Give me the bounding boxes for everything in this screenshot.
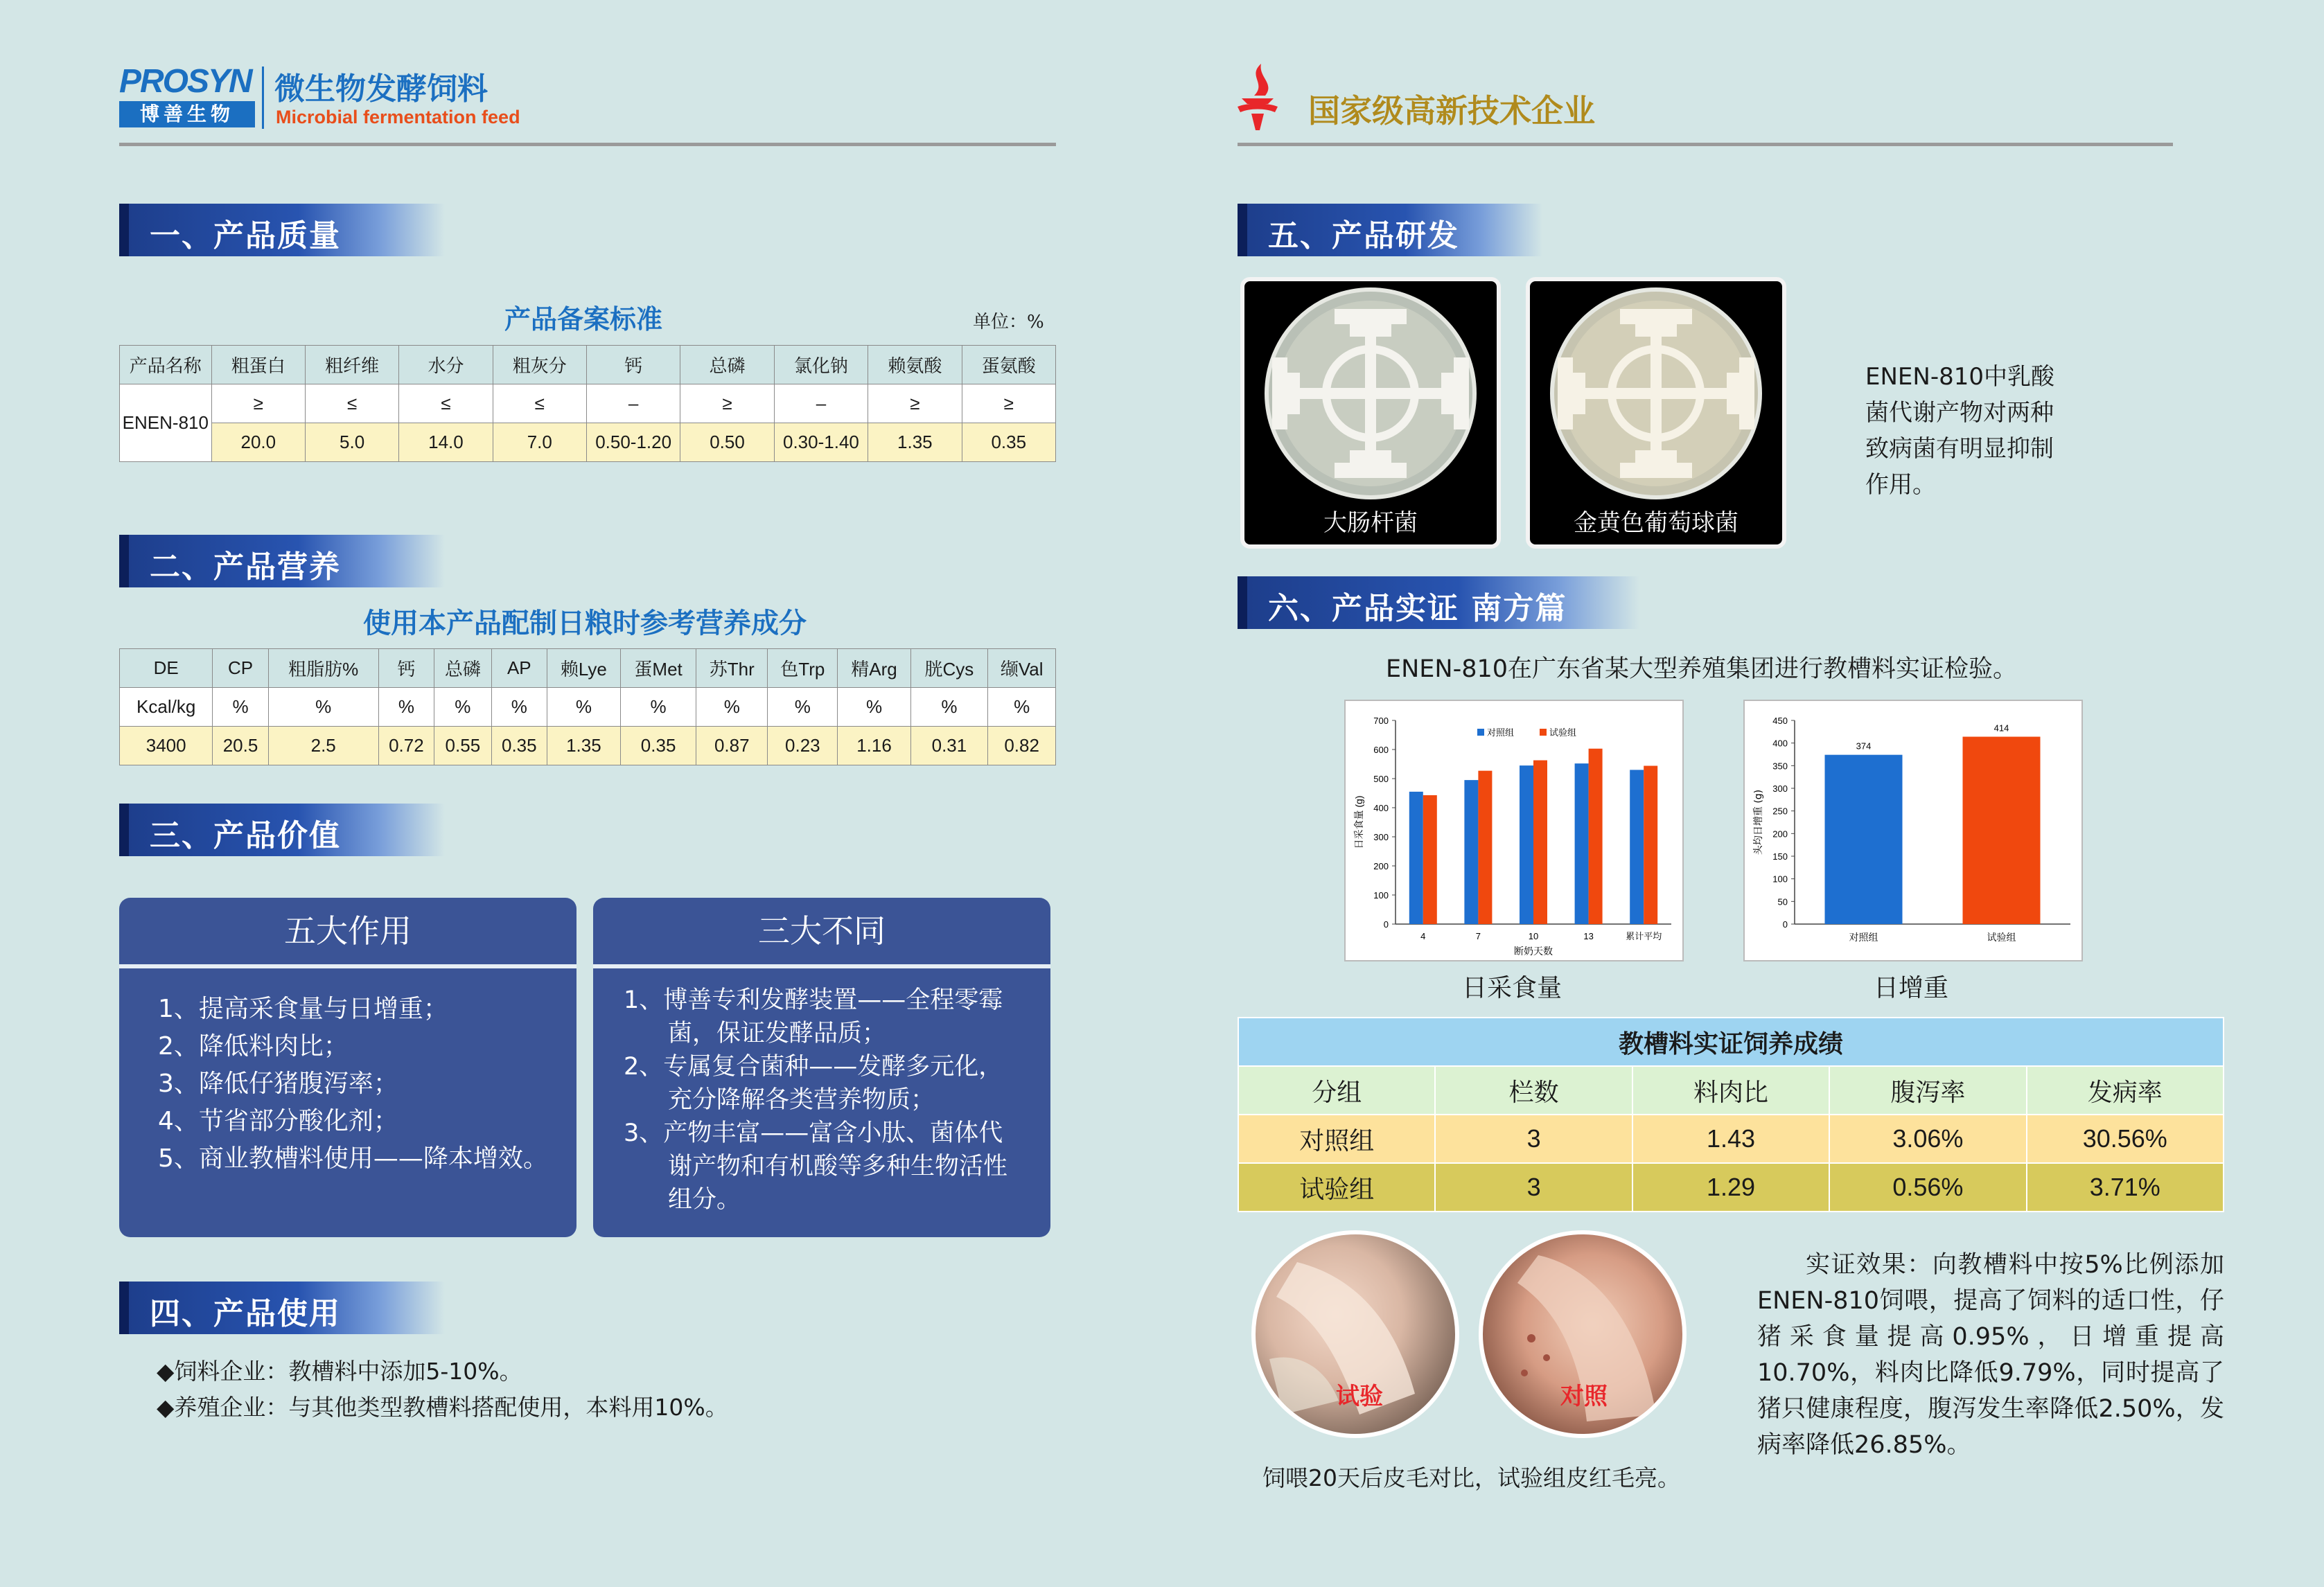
y-tick-label: 250 [1772,806,1788,817]
table2-caption: 使用本产品配制日粮时参考营养成分 [363,607,807,639]
list-item: 3、降低仔猪腹泻率； [158,1070,398,1098]
table1-header: 总磷 [680,346,774,384]
logo-cn: 博善生物 [119,101,255,127]
bar [1630,770,1644,924]
table1-header: 蛋氨酸 [962,346,1055,384]
table2-value: 0.82 [988,727,1056,765]
table3-header: 分组 [1238,1066,1435,1115]
table2-value: 3400 [120,727,213,765]
feed-intake-chart [1344,700,1684,961]
table1-header: 氯化钠 [774,346,868,384]
section-3-header [119,804,445,856]
y-tick-label: 500 [1373,774,1389,784]
brand-title-cn: 微生物发酵饲料 [274,71,488,107]
legend-swatch [1540,729,1547,736]
x-tick-label: 13 [1583,931,1594,941]
table2-unit: % [268,688,378,727]
three-differences-list [624,984,1023,1216]
table1-value: 0.50-1.20 [586,423,680,462]
table3-header-row [1238,1066,2224,1115]
photo-control-label: 对照 [1560,1383,1608,1410]
petri-label-ecoli: 大肠杆菌 [1323,509,1418,537]
usage-feed-enterprise: ◆饲料企业：教槽料中添加5-10%。 [157,1358,522,1385]
bar [1409,792,1423,924]
table2-value: 0.72 [378,727,434,765]
petri-dish-ecoli [1240,277,1501,549]
list-item: 2、专属复合菌种——发酵多元化，充分降解各类营养物质； [624,1053,1003,1114]
photo-caption: 饲喂20天后皮毛对比，试验组皮红毛亮。 [1262,1464,1680,1491]
y-tick-label: 400 [1373,803,1389,813]
table2-value: 20.5 [213,727,268,765]
table2-unit: % [491,688,547,727]
bar [1464,780,1478,924]
table3-cell: 3 [1435,1115,1632,1163]
prosyn-logo [119,64,255,127]
table2-header: 赖Lye [547,649,620,688]
logo-wordmark: PROSYN [119,63,252,100]
list-item: 1、提高采食量与日增重； [158,995,448,1023]
three-differences-title: 三大不同 [593,898,1050,968]
table2-unit: Kcal/kg [120,688,213,727]
table2-unit: % [696,688,768,727]
section-2-title: 二、产品营养 [150,549,341,585]
table3-cell: 对照组 [1238,1115,1435,1163]
table2-header: DE [120,649,213,688]
table2-header: 粗脂肪% [268,649,378,688]
table2-value: 0.87 [696,727,768,765]
legend-label: 对照组 [1487,727,1515,738]
y-tick-label: 400 [1772,738,1788,749]
bar [1589,749,1603,924]
data-label: 374 [1856,741,1872,752]
table2-header: AP [491,649,547,688]
table3-header: 栏数 [1435,1066,1632,1115]
section-4-title: 四、产品使用 [150,1296,341,1331]
table2-value: 1.35 [547,727,620,765]
table1-caption: 产品备案标准 [504,303,663,335]
table2-value: 0.35 [491,727,547,765]
table2-unit: % [620,688,696,727]
nutrition-table [119,648,1056,765]
table2-value: 1.16 [838,727,910,765]
table1-header-row [120,346,1056,384]
table2-header: 色Trp [768,649,838,688]
y-tick-label: 600 [1373,745,1389,755]
bar [1533,761,1547,924]
daily-gain-chart [1743,700,2083,961]
table1-value: 1.35 [868,423,962,462]
petri-dish-icon [1244,281,1497,510]
photo-control-pig [1479,1230,1687,1438]
bar [1575,763,1589,924]
x-tick-label: 4 [1420,931,1426,941]
list-item: 4、节省部分酸化剂； [158,1107,398,1135]
table2-header: 钙 [378,649,434,688]
national-enterprise-title: 国家级高新技术企业 [1308,92,1595,130]
y-tick-label: 200 [1772,828,1788,840]
table2-unit: % [910,688,988,727]
three-differences-card [593,898,1050,1237]
bar [1520,765,1533,924]
table2-value: 2.5 [268,727,378,765]
table3-cell: 3 [1435,1163,1632,1212]
table1-header: 粗灰分 [493,346,586,384]
usage-farm-enterprise: ◆养殖企业：与其他类型教槽料搭配使用，本料用10%。 [157,1394,728,1421]
section-1-title: 一、产品质量 [150,218,341,254]
table1-symbol: ≤ [399,384,493,423]
y-tick-label: 200 [1373,861,1389,871]
table1-value: 0.30-1.40 [774,423,868,462]
y-tick-label: 700 [1373,716,1389,726]
table1-symbol: ≤ [493,384,586,423]
table2-header: 总磷 [434,649,492,688]
chart2-label: 日增重 [1874,974,1949,1002]
table1-value: 0.35 [962,423,1055,462]
photo-trial-pig [1251,1230,1459,1438]
table1-symbol: ≥ [680,384,774,423]
table1-value: 7.0 [493,423,586,462]
table3-cell: 3.71% [2027,1163,2224,1212]
table3-row-control [1238,1115,2224,1163]
table3-cell: 0.56% [1829,1163,2026,1212]
x-axis-label: 断奶天数 [1514,946,1553,957]
table1-value: 5.0 [306,423,399,462]
table2-unit: % [838,688,910,727]
table1-symbol: – [586,384,680,423]
brand-title-en: Microbial fermentation feed [276,107,520,127]
torch-emblem-icon [1233,62,1282,132]
table2-header: CP [213,649,268,688]
table1-value: 0.50 [680,423,774,462]
list-item: 2、降低料肉比； [158,1032,349,1061]
table2-header: 苏Thr [696,649,768,688]
logo-divider [262,67,264,129]
table1-value-row [120,423,1056,462]
table1-symbol: ≥ [962,384,1055,423]
section-6-header [1238,576,1639,629]
rd-description: ENEN-810中乳酸菌代谢产物对两种致病菌有明显抑制作用。 [1865,363,2054,499]
section-5-title: 五、产品研发 [1268,218,1459,254]
table2-header-row [120,649,1056,688]
table1-header: 赖氨酸 [868,346,962,384]
bar [1963,737,2041,924]
x-tick-label: 对照组 [1849,932,1878,943]
section-2-header [119,535,445,587]
header-rule-right [1238,143,2173,146]
x-tick-label: 累计平均 [1626,931,1662,941]
table1-header: 粗蛋白 [211,346,305,384]
data-label: 414 [1993,722,2009,734]
table2-header: 胱Cys [910,649,988,688]
table3-cell: 3.06% [1829,1115,2026,1163]
table1-value: 14.0 [399,423,493,462]
chart1-label: 日采食量 [1462,974,1562,1002]
y-tick-label: 0 [1782,919,1788,930]
y-tick-label: 150 [1772,851,1788,862]
table3-header: 料肉比 [1632,1066,1829,1115]
list-item: 5、商业教槽料使用——降本增效。 [158,1144,548,1173]
quality-standard-table [119,345,1056,462]
bar [1423,795,1437,924]
table3-cell: 30.56% [2027,1115,2224,1163]
table1-symbol: ≤ [306,384,399,423]
photo-trial-label: 试验 [1336,1383,1383,1410]
petri-dish-icon [1530,281,1782,510]
table3-row-trial [1238,1163,2224,1212]
table3-cell: 试验组 [1238,1163,1435,1212]
five-effects-card [119,898,576,1237]
table2-value-row [120,727,1056,765]
table1-unit: 单位：% [973,312,1044,333]
y-tick-label: 300 [1772,783,1788,794]
table2-unit: % [768,688,838,727]
list-item: 1、博善专利发酵装置——全程零霉菌，保证发酵品质； [624,986,1003,1047]
table2-unit: % [988,688,1056,727]
y-tick-label: 450 [1772,716,1788,726]
table1-header: 钙 [586,346,680,384]
section-6-title: 六、产品实证 南方篇 [1268,591,1567,626]
table1-symbol: ≥ [211,384,305,423]
table1-symbol-row [120,384,1056,423]
table2-header: 蛋Met [620,649,696,688]
table1-symbol: – [774,384,868,423]
bar [1644,766,1657,924]
feed-intake-chart-svg [1346,701,1682,960]
table3-cell: 1.43 [1632,1115,1829,1163]
table1-header: 水分 [399,346,493,384]
section-1-header [119,204,445,256]
table1-value: 20.0 [211,423,305,462]
table2-header: 精Arg [838,649,910,688]
y-axis-label: 头均日增重 (g) [1753,789,1764,855]
table2-header: 缬Val [988,649,1056,688]
section-3-title: 三、产品价值 [150,818,341,853]
daily-gain-chart-svg [1745,701,2081,960]
table2-unit: % [213,688,268,727]
trial-result-text: 实证效果：向教槽料中按5%比例添加ENEN-810饲喂，提高了饲料的适口性，仔猪采食量提高0.95%，日增重提高10.70%，料肉比降低9.79%，同时提高了猪只健康程度，腹泻发生率降低2.50%，发病率降低26.85%。 [1757,1251,2224,1459]
y-tick-label: 50 [1777,896,1788,907]
y-tick-label: 100 [1772,874,1788,885]
list-item: 3、产物丰富——富含小肽、菌体代谢产物和有机酸等多种生物活性组分。 [624,1119,1008,1214]
section-4-header [119,1282,445,1334]
y-tick-label: 100 [1373,890,1389,901]
table2-value: 0.31 [910,727,988,765]
x-tick-label: 7 [1475,931,1481,941]
x-tick-label: 试验组 [1987,932,2016,943]
table3-title: 教槽料实证饲养成绩 [1238,1018,2224,1066]
y-tick-label: 350 [1772,761,1788,772]
y-axis-label: 日采食量 (g) [1353,795,1364,849]
y-tick-label: 300 [1373,832,1389,842]
table2-unit: % [434,688,492,727]
trial-intro: ENEN-810在广东省某大型养殖集团进行教槽料实证检验。 [1386,655,2018,683]
table2-unit: % [378,688,434,727]
table1-product-name: ENEN-810 [120,384,212,462]
petri-dish-staph [1526,277,1786,549]
five-effects-title: 五大作用 [119,898,576,968]
table3-cell: 1.29 [1632,1163,1829,1212]
table2-unit-row [120,688,1056,727]
petri-label-staph: 金黄色葡萄球菌 [1574,509,1738,537]
five-effects-list [158,991,549,1178]
legend-label: 试验组 [1549,727,1577,738]
table2-unit: % [547,688,620,727]
x-tick-label: 10 [1528,931,1539,941]
y-tick-label: 0 [1383,919,1389,930]
header-rule-left [119,143,1056,146]
usage-text [157,1354,728,1426]
table2-value: 0.35 [620,727,696,765]
bar [1478,771,1492,924]
table1-header: 粗纤维 [306,346,399,384]
table3-title-row [1238,1018,2224,1066]
table1-header: 产品名称 [120,346,212,384]
table3-header: 腹泻率 [1829,1066,2026,1115]
table3-header: 发病率 [2027,1066,2224,1115]
bar [1825,755,1903,924]
section-5-header [1238,204,1542,256]
table2-value: 0.55 [434,727,492,765]
legend-swatch [1477,729,1484,736]
table1-symbol: ≥ [868,384,962,423]
trial-results-table [1238,1017,2224,1212]
table2-value: 0.23 [768,727,838,765]
